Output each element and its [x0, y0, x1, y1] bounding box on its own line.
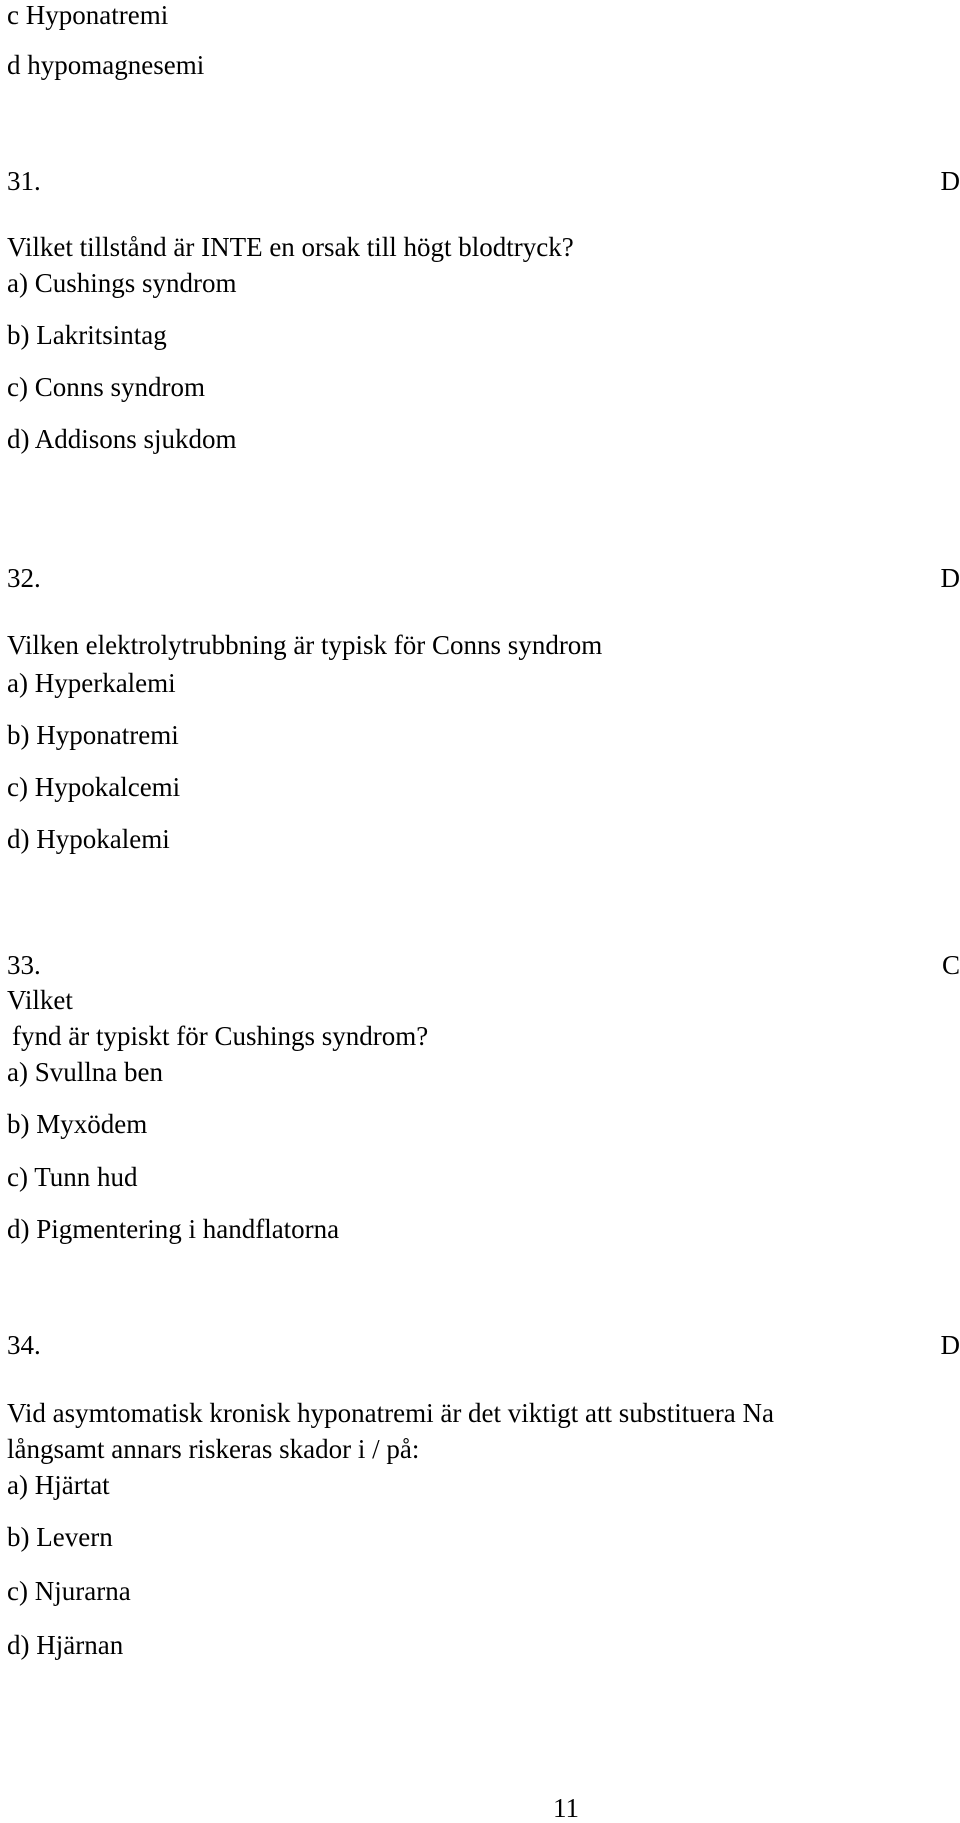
option-d: d) Addisons sjukdom — [7, 424, 237, 454]
question-text: Vilken elektrolytrubbning är typisk för Conns syndrom — [7, 630, 603, 660]
option-b: b) Lakritsintag — [7, 320, 167, 350]
option-a: a) Hyperkalemi — [7, 668, 176, 698]
question-number: 32. — [7, 563, 41, 593]
carryover-option-d: d hypomagnesemi — [7, 50, 205, 80]
option-a: a) Cushings syndrom — [7, 268, 237, 298]
option-c: c) Tunn hud — [7, 1162, 138, 1192]
answer-key: D — [940, 563, 960, 593]
answer-key: C — [941, 950, 960, 980]
option-c: c) Conns syndrom — [7, 372, 205, 402]
question-text-line-1: Vid asymtomatisk kronisk hyponatremi är det viktigt att substituera Na — [7, 1398, 774, 1428]
page-number: 11 — [553, 1793, 579, 1823]
question-text-line-2: fynd är typiskt för Cushings syndrom? — [12, 1021, 429, 1051]
option-b: b) Levern — [7, 1522, 113, 1552]
question-number: 34. — [7, 1330, 41, 1360]
option-d: d) Hjärnan — [7, 1630, 124, 1660]
option-b: b) Hyponatremi — [7, 720, 179, 750]
option-a: a) Svullna ben — [7, 1057, 163, 1087]
option-d: d) Pigmentering i handflatorna — [7, 1214, 340, 1244]
question-text: Vilket tillstånd är INTE en orsak till högt blodtryck? — [7, 232, 574, 262]
question-text-line-1: Vilket — [7, 985, 73, 1015]
answer-key: D — [940, 166, 960, 196]
option-c: c) Njurarna — [7, 1576, 131, 1606]
question-number: 31. — [7, 166, 41, 196]
carryover-option-c: c Hyponatremi — [7, 0, 169, 30]
option-a: a) Hjärtat — [7, 1470, 110, 1500]
option-d: d) Hypokalemi — [7, 824, 170, 854]
option-c: c) Hypokalcemi — [7, 772, 181, 802]
question-number: 33. — [7, 950, 41, 980]
answer-key: D — [940, 1330, 960, 1360]
option-b: b) Myxödem — [7, 1109, 148, 1139]
question-text-line-2: långsamt annars riskeras skador i / på: — [7, 1434, 420, 1464]
